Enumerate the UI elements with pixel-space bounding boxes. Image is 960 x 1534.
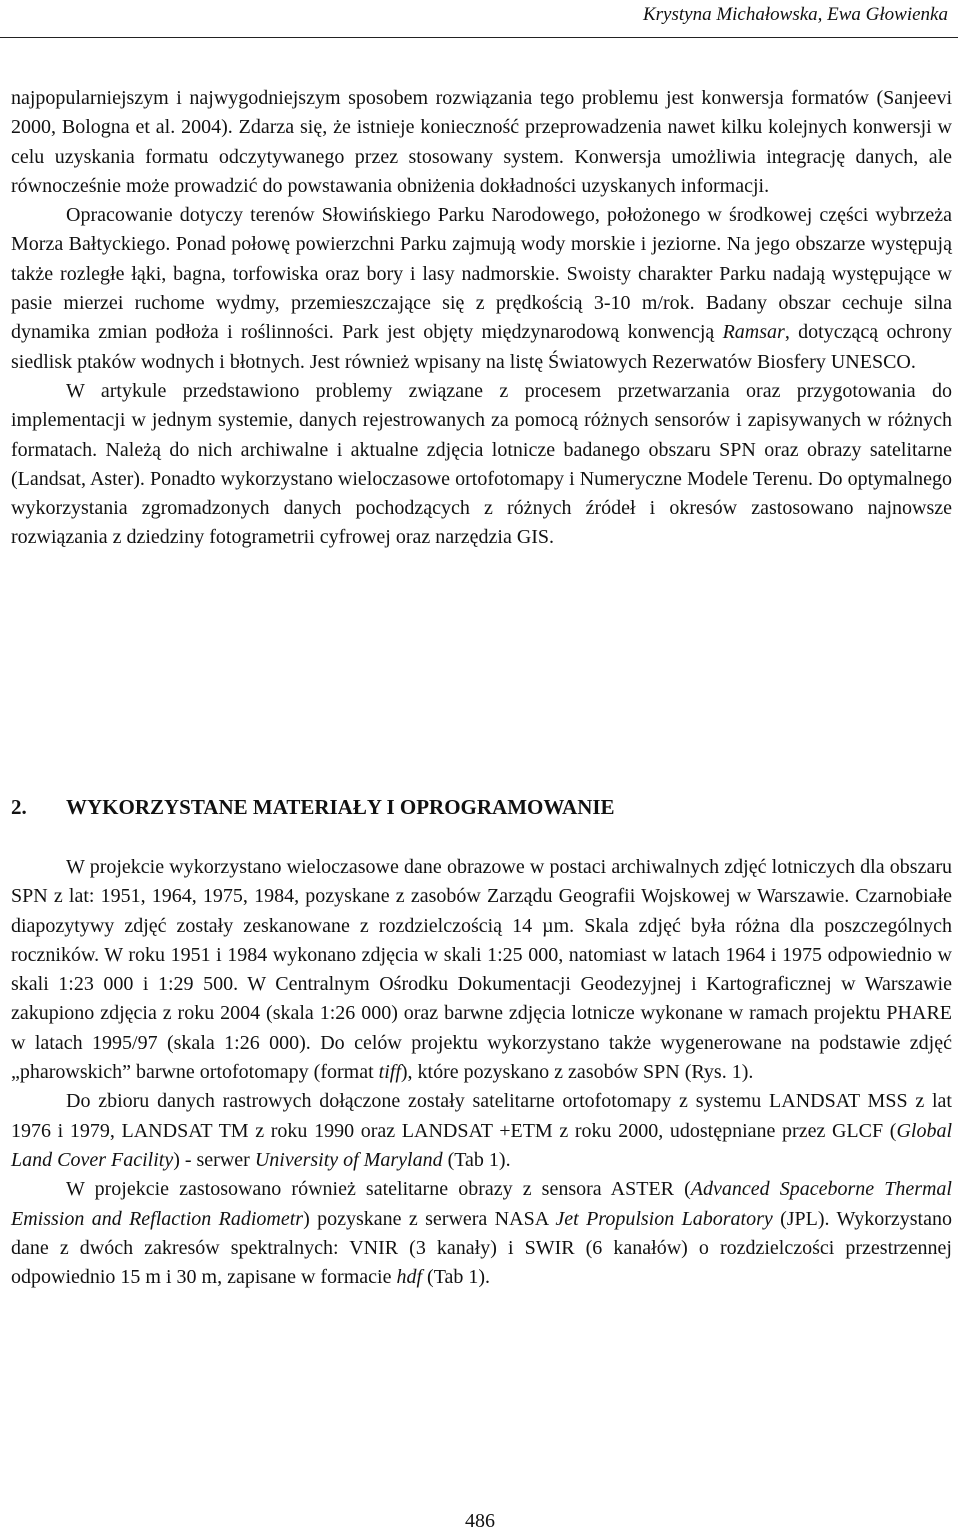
header-rule xyxy=(0,37,958,38)
section-paragraph-1-text: W projekcie wykorzystano wieloczasowe dane obrazowe w postaci archiwalnych zdjęć lotniczych dla obszaru SPN z lat: 1951, 1964, 1975, 1984, pozyskane z zasobów Zarządu Geografii Wojskowej w Warszawie. Czarnobiałe diapozytywy zdjęć zostały zeskanowane z rozdzielczością 14 µm. Skala zdjęć była różna dla poszczególnych roczników. W roku 1951 i 1984 wykonano zdjęcia w skali 1:25 000, natomiast w latach 1964 i 1975 odpowiednio w skali 1:23 000 i 1:29 500. W Centralnym Ośrodku Dokumentacji Geodezyjnej i Kartograficznej w Warszawie zakupiono zdjęcia z roku 2004 (skala 1:26 000) oraz barwne zdjęcia lotnicze wykonane w ramach projektu PHARE w latach 1995/97 (skala 1:26 000). Do celów projektu wykorzystano także wygenerowane na podstawie zdjęć „pharowskich” barwne ortofotomapy (format xyxy=(11,856,952,1084)
section-paragraph-3-mid2: (JPL). Wykorzystano dane z dwóch zakresów spektralnych: VNIR (3 kanały) i SWIR (6 kanałów) o rozdzielczości przestrzennej odpowiednio 15 m i 30 m, zapisane w formacie xyxy=(11,1207,952,1289)
section-title: WYKORZYSTANE MATERIAŁY I OPROGRAMOWANIE xyxy=(66,795,615,819)
intro-paragraph-2-text: Opracowanie dotyczy terenów Słowińskiego Parku Narodowego, położonego w środkowej części wybrzeża Morza Bałtyckiego. Ponad połowę powierzchni Parku zajmują wody morskie i jeziorne. Na jego obszarze występują także rozległe łąki, bagna, torfowiska oraz bory i lasy nadmorskie. Swoisty charakter Parku nadają występujące w pasie mierzei ruchome wydmy, przemieszczające się z prędkością 3-10 m/rok. Badany obszar cechuje silna dynamika zmian podłoża i roślinności. Park jest objęty międzynarodową konwencją xyxy=(11,204,952,344)
section-paragraph-3 xyxy=(11,1175,952,1292)
section-paragraph-1 xyxy=(11,853,952,1087)
intro-paragraph-2-end: , dotyczącą ochrony siedlisk ptaków wodnych i błotnych. Jest również wpisany na listę Światowych Rezerwatów Biosfery UNESCO. xyxy=(11,321,952,373)
jpl-term: Jet Propulsion Laboratory xyxy=(555,1207,773,1230)
section-paragraph-2 xyxy=(11,1087,952,1175)
section-number: 2. xyxy=(11,795,27,819)
page-number: 486 xyxy=(465,1510,495,1532)
section-paragraph-2-text: Do zbioru danych rastrowych dołączone zostały satelitarne ortofotomapy z systemu LANDSAT MSS z lat 1976 i 1979, LANDSAT TM z roku 1990 oraz LANDSAT +ETM z roku 2000, udostępniane przez GLCF ( xyxy=(11,1090,952,1142)
section-paragraph-1-end: ), które pozyskano z zasobów SPN (Rys. 1). xyxy=(400,1061,754,1084)
university-term: University of Maryland xyxy=(254,1148,443,1171)
section-paragraph-2-mid: ) - serwer xyxy=(173,1148,255,1171)
section-body xyxy=(11,853,952,1292)
section-paragraph-3-end: (Tab 1). xyxy=(422,1266,491,1289)
hdf-term: hdf xyxy=(396,1266,423,1289)
section-paragraph-2-end: (Tab 1). xyxy=(442,1148,511,1171)
intro-paragraph-3: W artykule przedstawiono problemy związane z procesem przetwarzania oraz przygotowania do implementacji w jednym systemie, danych rejestrowanych za pomocą różnych sensorów i zapisywanych w różnych formatach. Należą do nich archiwalne i aktualne zdjęcia lotnicze badanego obszaru SPN oraz obrazy satelitarne (Landsat, Aster). Ponadto wykorzystano wieloczasowe ortofotomapy i Numeryczne Modele Terenu. Do optymalnego wykorzystania zgromadzonych danych pochodzących z różnych źródeł i okresów zastosowano najnowsze rozwiązania z dziedziny fotogrametrii cyfrowej oraz narzędzia GIS. xyxy=(11,379,952,549)
running-header: Krystyna Michałowska, Ewa Głowienka xyxy=(642,4,948,25)
section-paragraph-3-mid: ) pozyskane z serwera NASA xyxy=(303,1207,556,1230)
intro-body xyxy=(11,84,952,553)
section-paragraph-3-text: W projekcie zastosowano również satelitarne obrazy z sensora ASTER ( xyxy=(66,1178,691,1201)
intro-paragraph-1: najpopularniejszym i najwygodniejszym sposobem rozwiązania tego problemu jest konwersja formatów (Sanjeevi 2000, Bologna et al. 2004). Zdarza się, że istnieje konieczność przeprowadzenia nawet kilku kolejnych konwersji w celu uzyskania formatu odczytywanego przez stosowany system. Konwersja umożliwia integrację danych, ale równocześnie może prowadzić do powstawania obniżenia dokładności uzyskanych informacji. xyxy=(11,87,952,197)
section-heading xyxy=(11,792,952,822)
glcf-term: Global Land Cover Facility xyxy=(11,1119,952,1171)
ramsar-term: Ramsar xyxy=(722,321,785,344)
tiff-term: tiff xyxy=(378,1061,401,1084)
intro-paragraph-2 xyxy=(11,201,952,377)
aster-term: Advanced Spaceborne Thermal Emission and Reflaction Radiometr xyxy=(11,1178,952,1230)
